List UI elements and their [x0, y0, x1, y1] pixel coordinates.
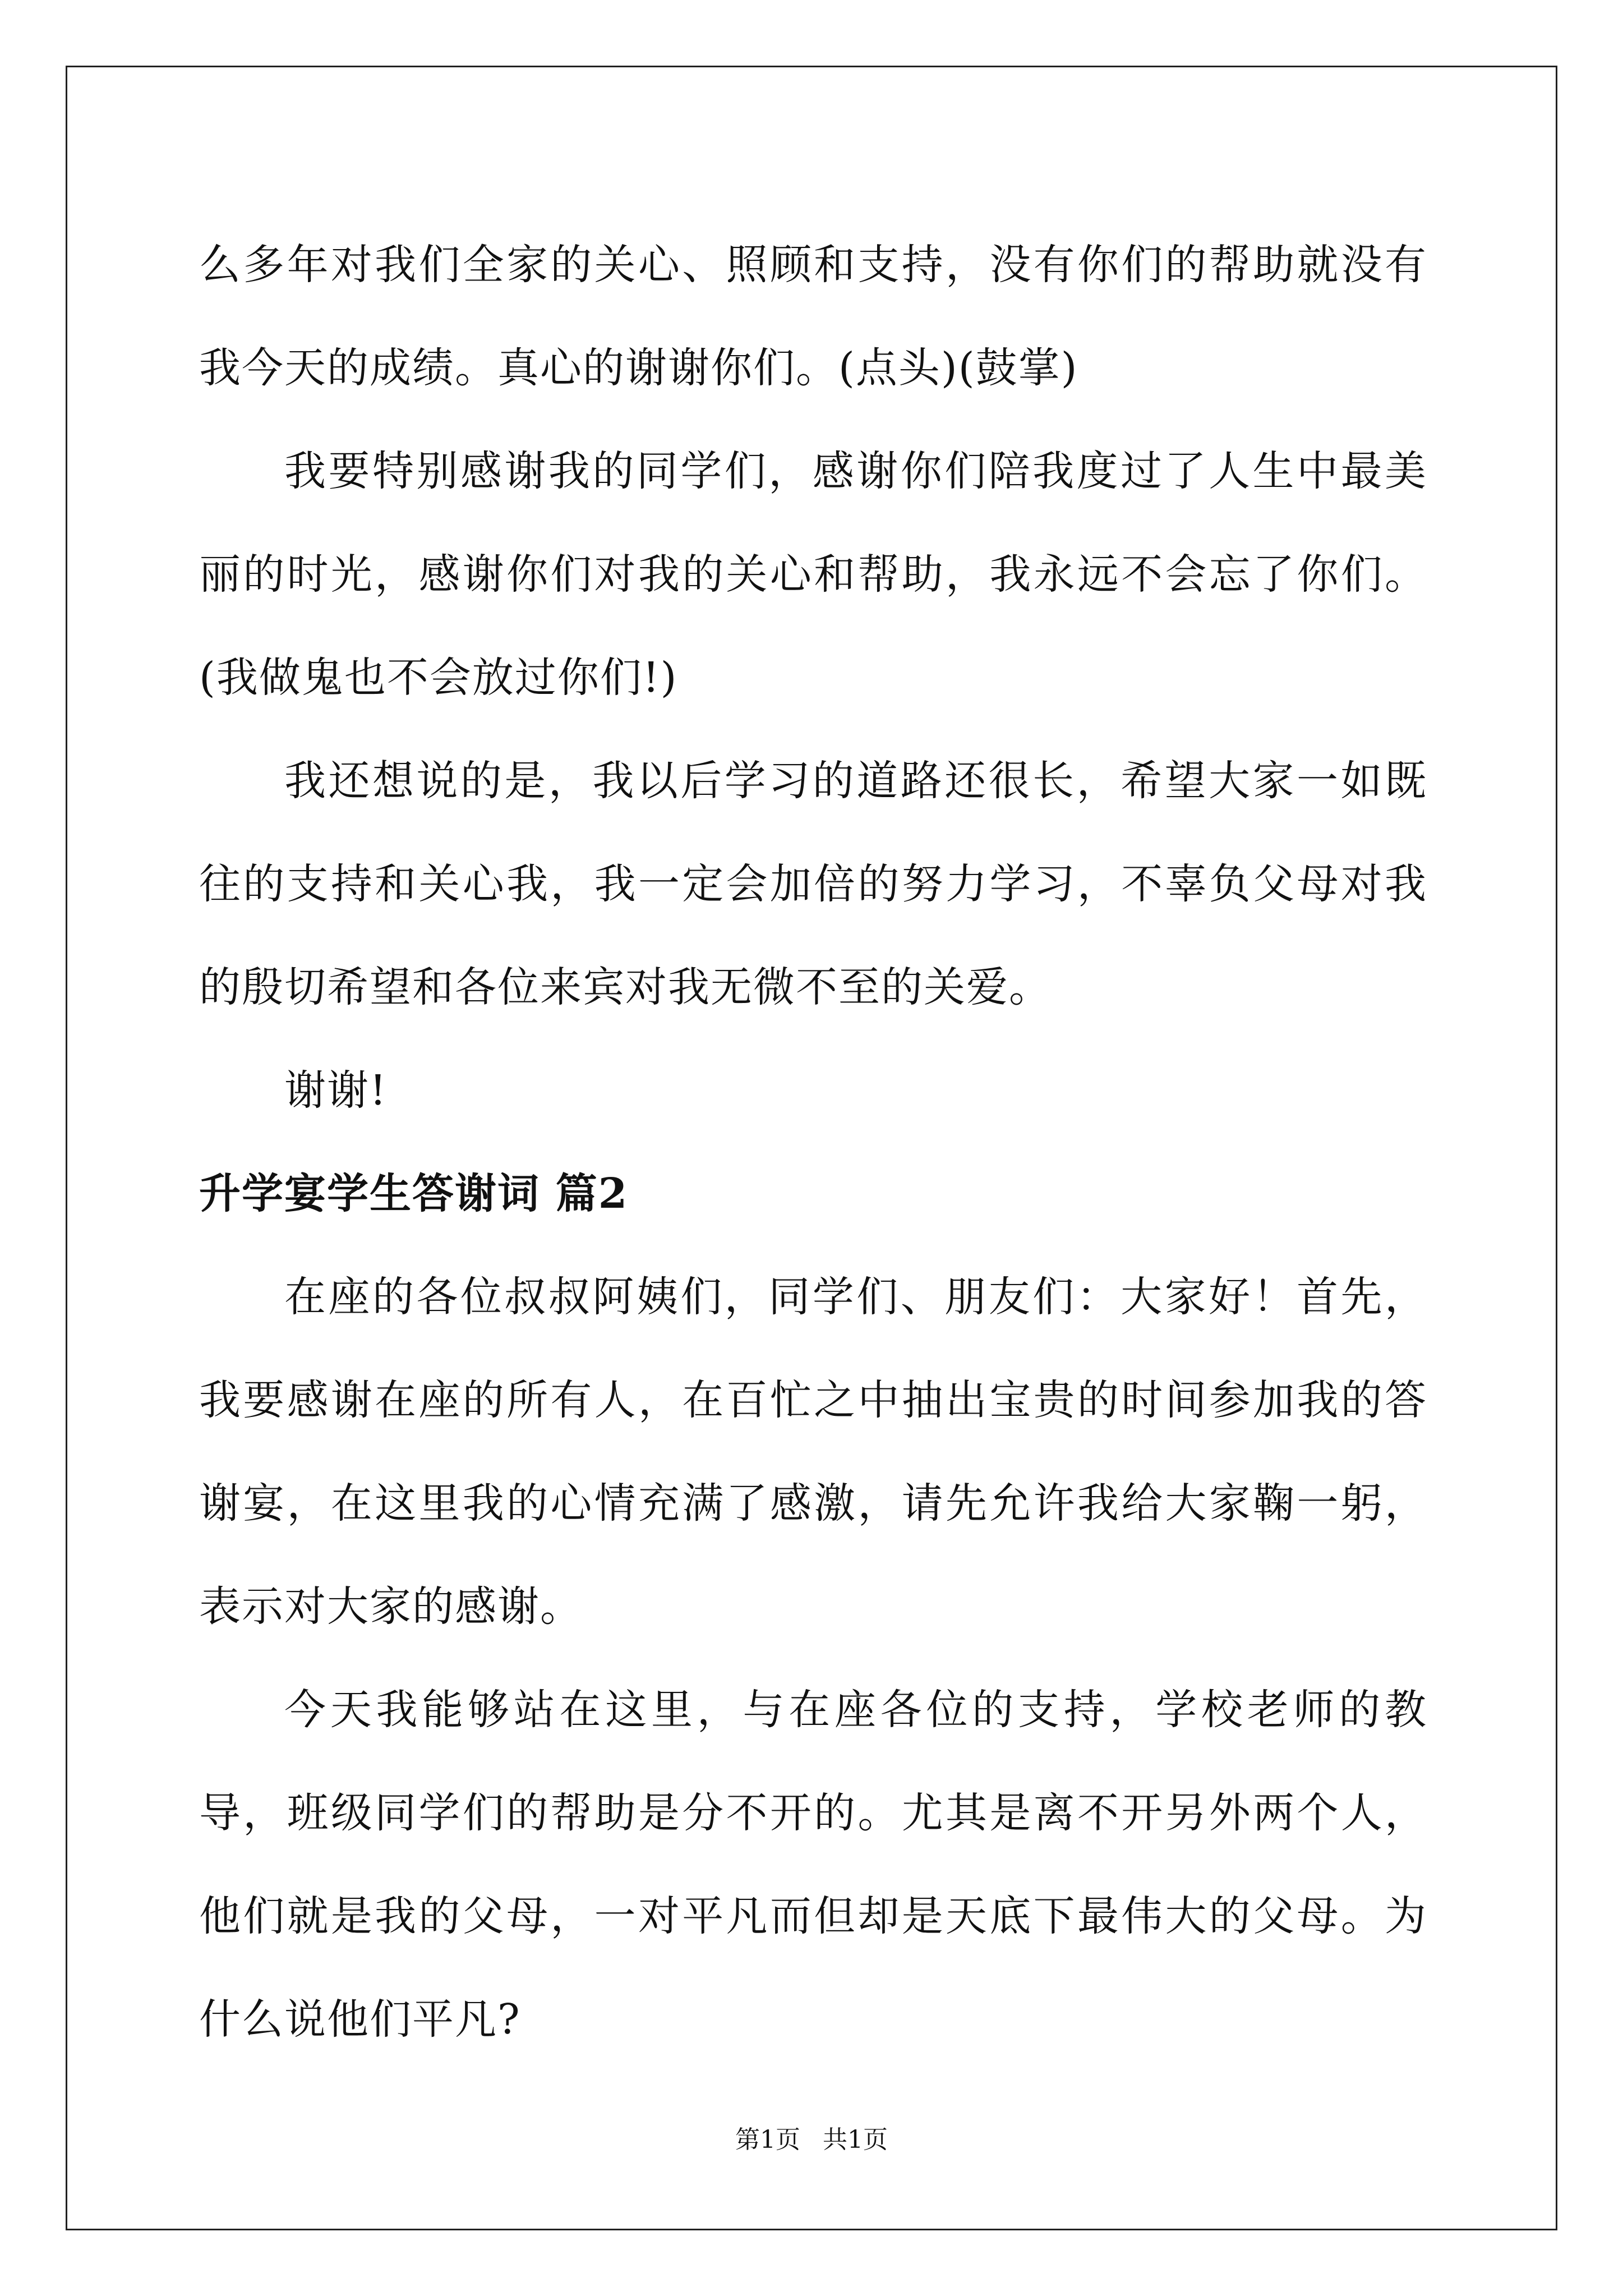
paragraph-5: 在座的各位叔叔阿姨们，同学们、朋友们：大家好！首先，我要感谢在座的所有人，在百忙之中抽出宝贵的时间参加我的答谢宴，在这里我的心情充满了感激，请先允许我给大家鞠一躬，表示对大家的感谢。 [199, 1273, 1427, 1631]
section-heading: 升学宴学生答谢词 篇2 [199, 1170, 629, 1218]
document-body [199, 213, 1427, 2071]
page-number-current: 第1页 [735, 2125, 800, 2154]
paragraph-1: 么多年对我们全家的关心、照顾和支持，没有你们的帮助就没有我今天的成绩。真心的谢谢你们。(点头)(鼓掌) [199, 241, 1427, 392]
paragraph-3: 我还想说的是，我以后学习的道路还很长，希望大家一如既往的支持和关心我，我一定会加倍的努力学习，不辜负父母对我的殷切希望和各位来宾对我无微不至的关爱。 [199, 757, 1427, 1011]
paragraph-6: 今天我能够站在这里，与在座各位的支持，学校老师的教导，班级同学们的帮助是分不开的。尤其是离不开另外两个人，他们就是我的父母，一对平凡而但却是天底下最伟大的父母。为什么说他们平凡? [199, 1686, 1427, 2044]
paragraph-4: 谢谢! [284, 1066, 388, 1115]
page-footer [0, 2123, 1623, 2157]
paragraph-2: 我要特别感谢我的同学们，感谢你们陪我度过了人生中最美丽的时光，感谢你们对我的关心和帮助，我永远不会忘了你们。(我做鬼也不会放过你们!) [199, 447, 1427, 702]
page-number-total: 共1页 [823, 2125, 888, 2154]
